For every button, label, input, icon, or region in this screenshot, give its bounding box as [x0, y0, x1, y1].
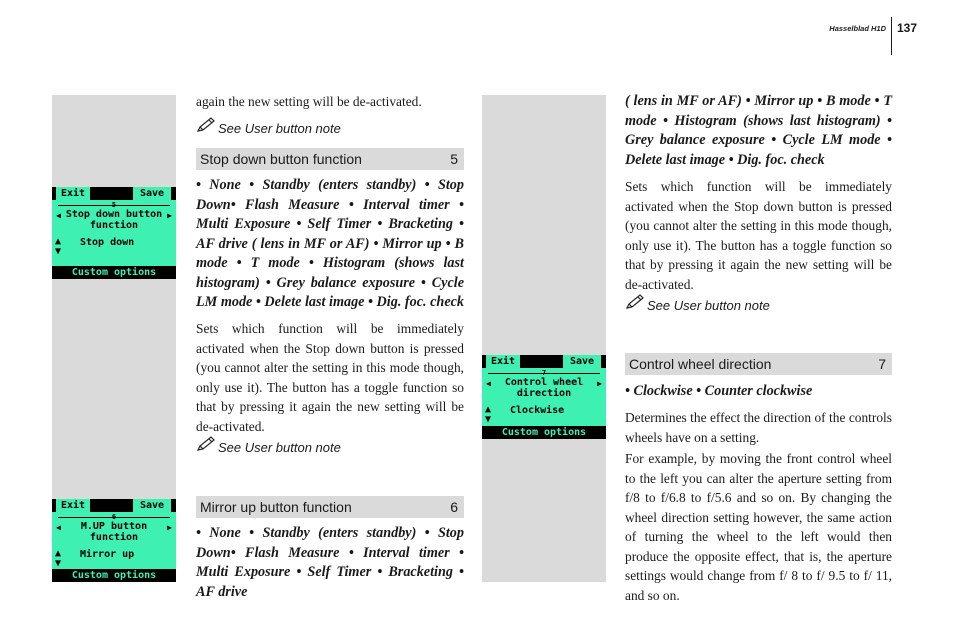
section-number: 7: [878, 356, 886, 372]
display-value: Stop down: [80, 237, 135, 248]
camera-display-control-wheel: [482, 355, 606, 439]
user-button-note: [196, 117, 341, 136]
pencil-icon: [196, 436, 218, 455]
up-down-arrows-icon: ▲ ▼: [485, 404, 492, 425]
triangle-left-icon: ◀: [56, 211, 61, 220]
triangle-right-icon: ▶: [597, 379, 602, 388]
control-wheel-options: • Clockwise • Counter clockwise: [625, 383, 813, 399]
camera-display-stop-down: [52, 187, 176, 279]
display-save-label: Save: [133, 499, 171, 512]
section-heading-control-wheel: [625, 353, 892, 375]
display-title: Control wheel direction: [504, 377, 584, 399]
display-exit-label: Exit: [56, 187, 90, 200]
display-exit-label: Exit: [486, 355, 520, 368]
section-heading-stop-down: [196, 148, 464, 170]
display-exit-label: Exit: [56, 499, 90, 512]
user-button-note: [625, 294, 770, 313]
mirror-up-options-continued: ( lens in MF or AF) • Mirror up • B mode • T mode • Histogram (shows last histogram) • Grey balance exposure • Cycle LM mode • Delete last image • Dig. foc. check: [625, 93, 892, 168]
triangle-right-icon: ▶: [167, 523, 172, 532]
triangle-left-icon: ◀: [486, 379, 491, 388]
display-footer: Custom options: [52, 569, 176, 582]
display-value: Mirror up: [80, 549, 135, 560]
display-title: Stop down button function: [65, 209, 163, 231]
triangle-right-icon: ▶: [167, 211, 172, 220]
note-text: See User button note: [218, 440, 341, 455]
header-divider: [891, 17, 892, 55]
section-title: Mirror up button function: [200, 499, 352, 515]
control-wheel-description: Determines the effect the direction of the controls wheels have on a setting.: [625, 410, 892, 445]
up-down-arrows-icon: ▲ ▼: [55, 236, 62, 257]
display-title: M.UP button function: [80, 521, 148, 543]
note-text: See User button note: [218, 121, 341, 136]
middle-image-column: [482, 95, 606, 582]
mirror-up-description: Sets which function will be immediately activated when the Stop down button is pressed (you cannot alter the setting in this mode though, only use it). The button has a toggle function so that by pressing it again the new setting will be de-activated.: [625, 179, 892, 292]
section-heading-mirror-up: [196, 496, 464, 518]
pencil-icon: [625, 294, 647, 313]
display-value: Clockwise: [510, 405, 565, 416]
triangle-left-icon: ◀: [56, 523, 61, 532]
pencil-icon: [196, 117, 218, 136]
section-title: Control wheel direction: [629, 356, 772, 372]
stop-down-options: • None • Standby (enters standby) • Stop Down• Flash Measure • Interval timer • Multi Exposure • Self Timer • Bracketing • AF drive ( lens in MF or AF) • Mirror up • B mode • T mode • Histogram (shows last histogram) • Grey balance exposure • Cycle LM mode • Delete last image • Dig. foc. check: [196, 177, 465, 310]
section-number: 5: [450, 151, 458, 167]
display-save-label: Save: [133, 187, 171, 200]
display-footer: Custom options: [482, 426, 606, 439]
up-down-arrows-icon: ▲ ▼: [55, 548, 62, 569]
section-number: 6: [450, 499, 458, 515]
user-button-note: [196, 436, 341, 455]
intro-text: again the new setting will be de-activated.: [196, 94, 422, 109]
page-number: 137: [897, 21, 918, 35]
stop-down-description: Sets which function will be immediately activated when the Stop down button is pressed (you cannot alter the setting in this mode though, only use it). The button has a toggle function so that by pressing it again the new setting will be de-activated.: [196, 321, 464, 434]
section-title: Stop down button function: [200, 151, 362, 167]
control-wheel-example: For example, by moving the front control wheel to the left you can alter the aperture setting from f/8 to f/6.8 to f/5.6 and so on. By changing the wheel direction setting however, the same action of turning the wheel to the left would then produce the opposite effect, that is, the aperture settings would change from f/ 8 to f/ 9.5 to f/ 11, and so on.: [625, 451, 892, 603]
running-header: Hasselblad H1D: [829, 24, 886, 33]
note-text: See User button note: [647, 298, 770, 313]
display-footer: Custom options: [52, 266, 176, 279]
display-save-label: Save: [563, 355, 601, 368]
mirror-up-options: • None • Standby (enters standby) • Stop Down• Flash Measure • Interval timer • Multi Exposure • Self Timer • Bracketing • AF drive: [196, 525, 464, 600]
camera-display-mirror-up: [52, 499, 176, 582]
